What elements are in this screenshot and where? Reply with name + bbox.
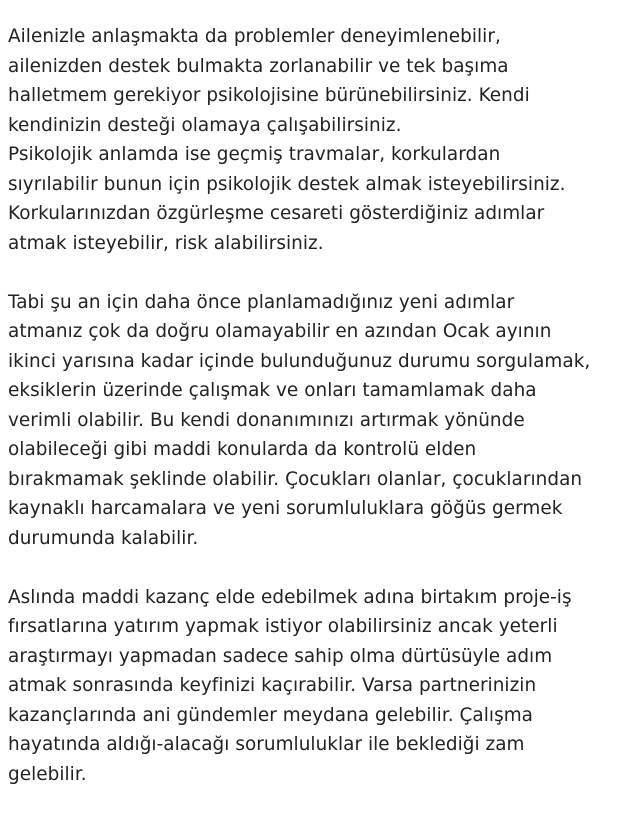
text-line: atmak sonrasında keyfinizi kaçırabilir. Varsa partnerinizin	[8, 675, 537, 696]
text-line: Korkularınızdan özgürleşme cesareti gösterdiğiniz adımlar	[8, 203, 545, 224]
text-line: sıyrılabilir bunun için psikolojik destek almak isteyebilirsiniz.	[8, 173, 566, 195]
text-line: kendinizin desteği olamaya çalışabilirsiniz.	[8, 114, 402, 136]
paragraph-2	[8, 288, 638, 554]
text-line: durumunda kalabilir.	[8, 527, 199, 549]
paragraph-3	[8, 583, 638, 790]
text-line: kaynaklı harcamalara ve yeni sorumluluklara göğüs germek	[8, 498, 563, 519]
text-line: Aslında maddi kazanç elde edebilmek adına birtakım proje-iş	[8, 586, 572, 608]
text-line: eksiklerin üzerinde çalışmak ve onları tamamlamak daha	[8, 380, 537, 401]
text-line: kazançlarında ani gündemler meydana gelebilir. Çalışma	[8, 704, 533, 726]
text-line: fırsatlarına yatırım yapmak istiyor olabilirsiniz ancak yeterli	[8, 616, 558, 637]
text-line: atmanız çok da doğru olamayabilir en azından Ocak ayının	[8, 321, 552, 342]
text-line: olabileceği gibi maddi konularda da kontrolü elden	[8, 439, 477, 460]
text-line: verimli olabilir. Bu kendi donanımınızı artırmak yönünde	[8, 409, 525, 431]
text-line: hayatında aldığı-alacağı sorumluluklar ile beklediği zam	[8, 734, 525, 755]
text-line: ailenizden destek bulmakta zorlanabilir ve tek başıma	[8, 55, 509, 77]
text-line: ikinci yarısına kadar içinde bulunduğunuz durumu sorgulamak,	[8, 350, 591, 372]
document-body	[8, 22, 638, 789]
text-line: atmak isteyebilir, risk alabilirsiniz.	[8, 232, 324, 254]
text-line: gelebilir.	[8, 763, 87, 785]
text-line: bırakmamak şeklinde olabilir. Çocukları olanlar, çocuklarından	[8, 468, 583, 490]
paragraph-1	[8, 22, 638, 258]
text-line: araştırmayı yapmadan sadece sahip olma dürtüsüyle adım	[8, 645, 553, 667]
text-line: Ailenizle anlaşmakta da problemler deneyimlenebilir,	[8, 26, 501, 47]
text-line: Psikolojik anlamda ise geçmiş travmalar, korkulardan	[8, 144, 501, 165]
text-line: halletmem gerekiyor psikolojisine bürünebilirsiniz. Kendi	[8, 85, 530, 106]
text-line: Tabi şu an için daha önce planlamadığınız yeni adımlar	[8, 291, 515, 313]
